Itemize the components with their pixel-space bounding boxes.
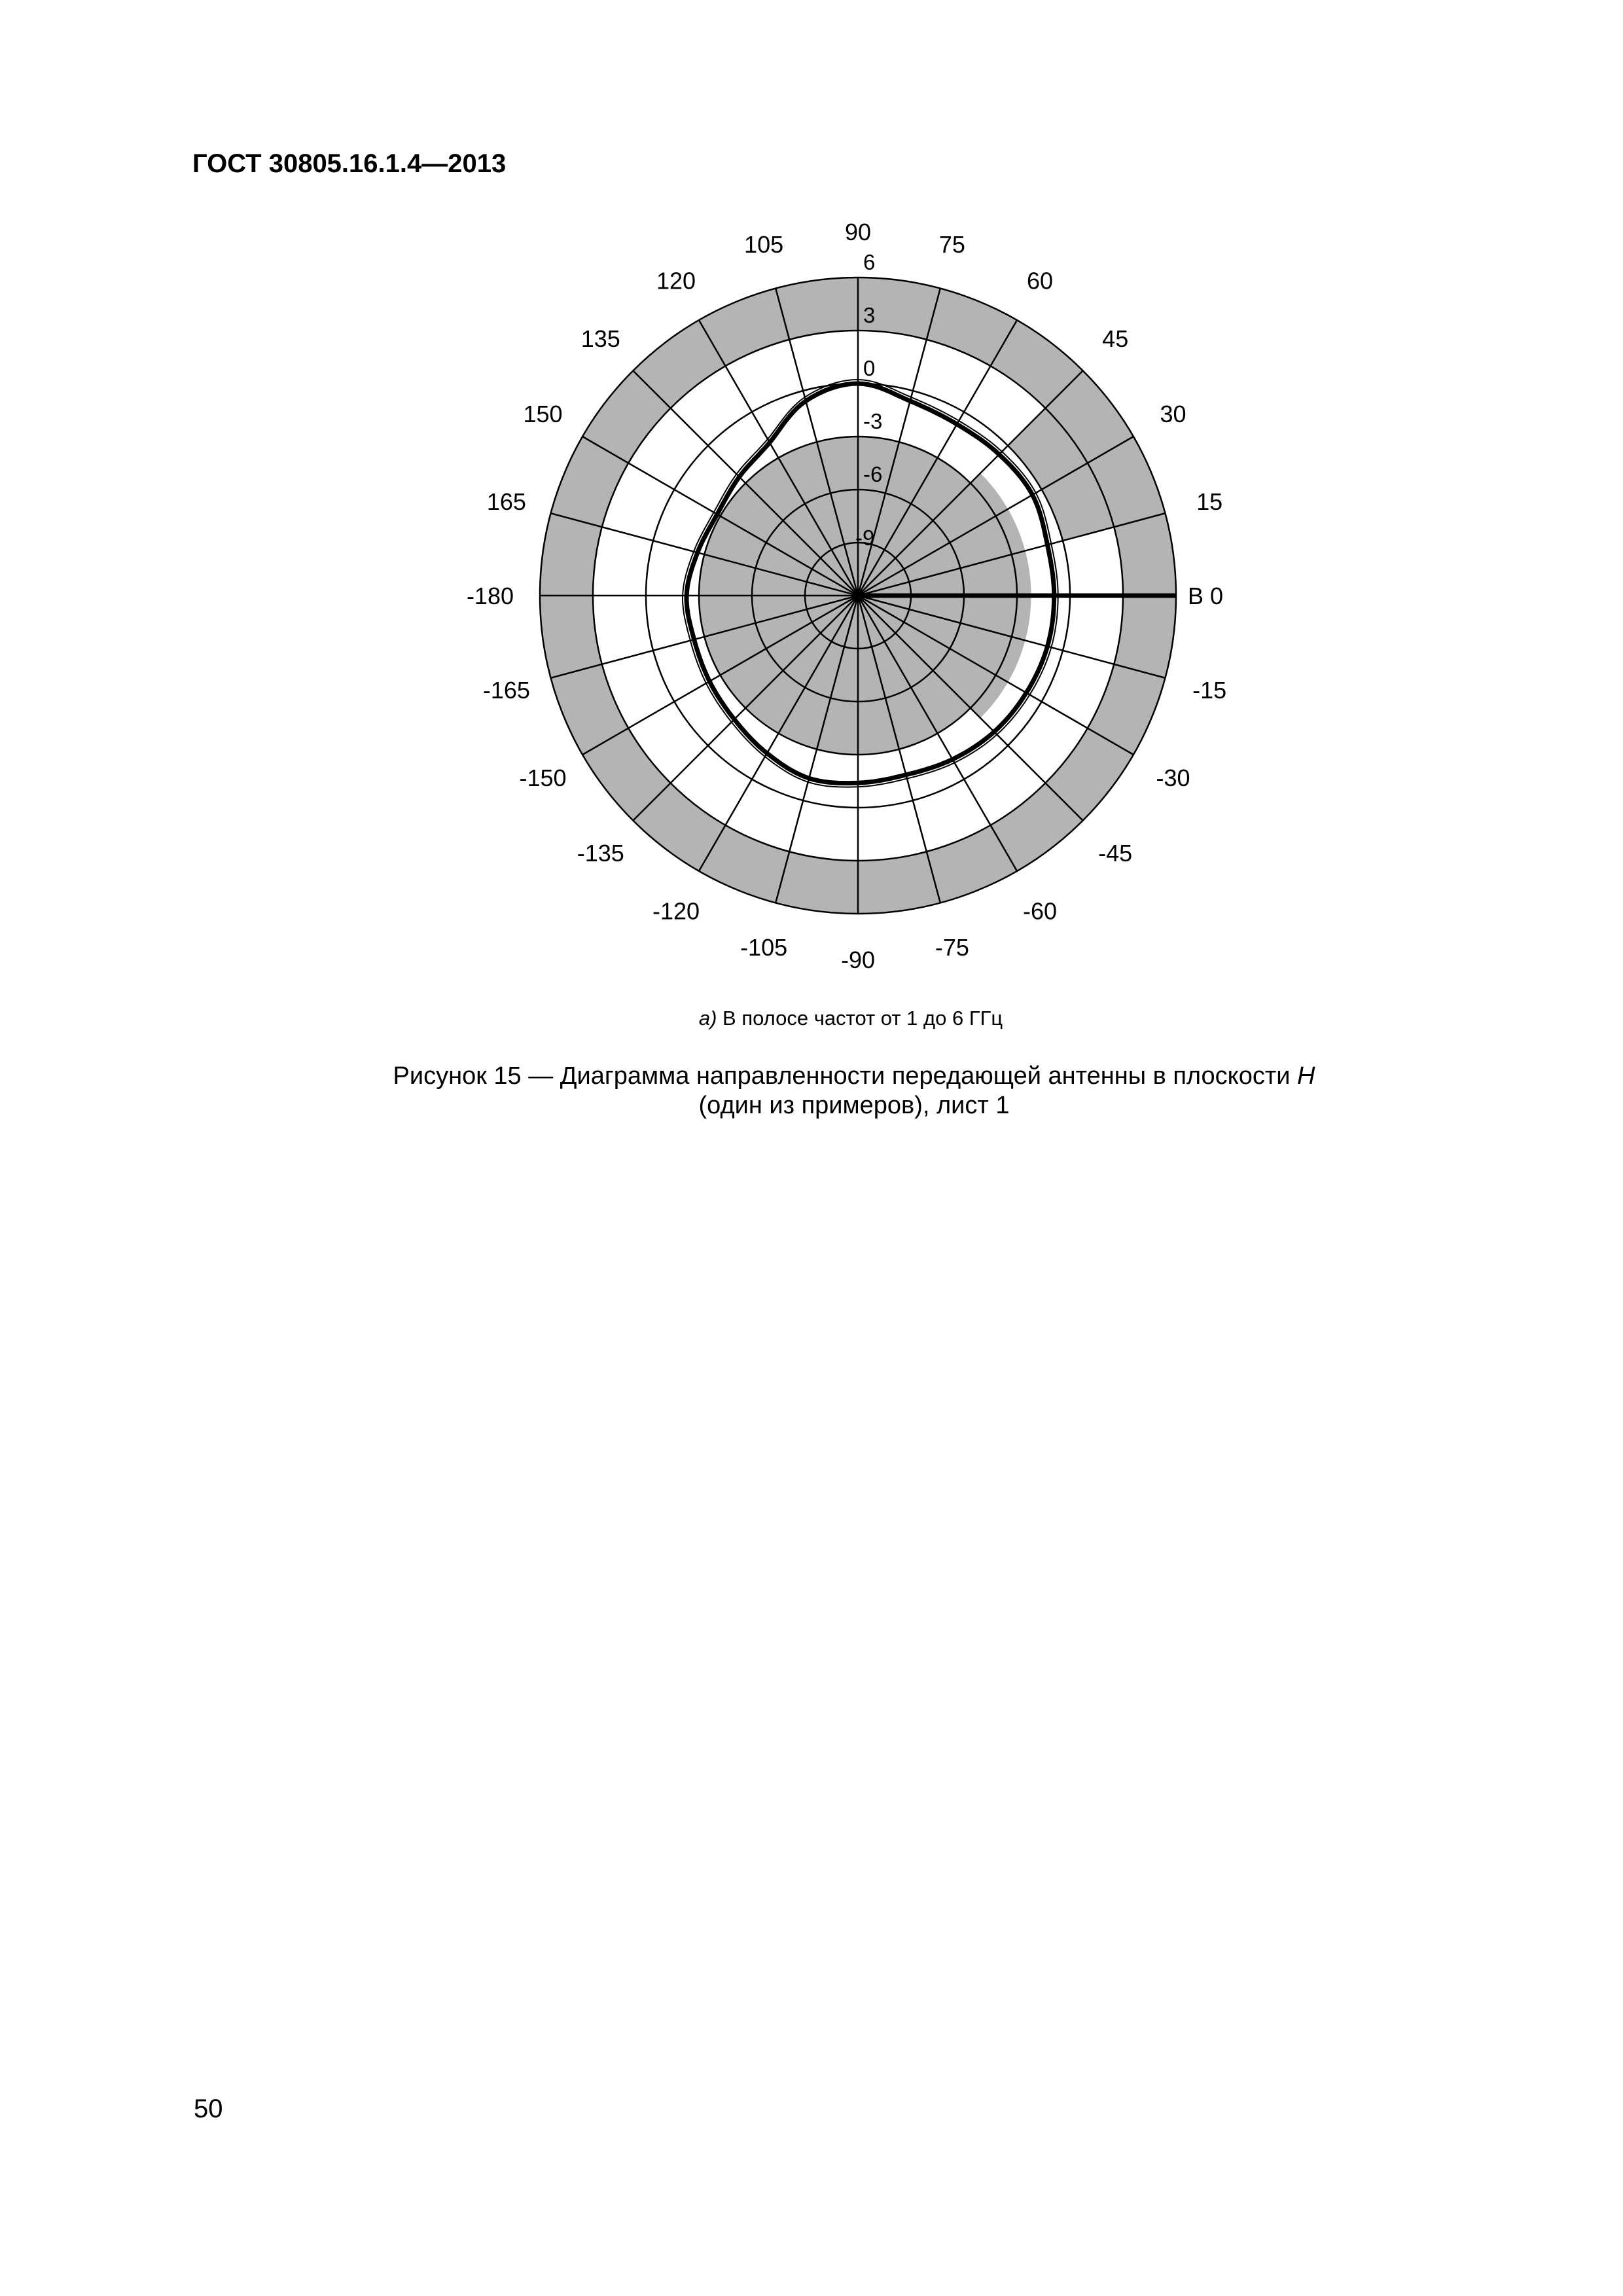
angle-label: 90: [844, 219, 872, 245]
angle-label: -165: [482, 676, 530, 704]
angle-label: 150: [523, 401, 563, 427]
angle-label: -105: [740, 934, 788, 961]
radial-label: -9: [855, 526, 875, 550]
angle-label: -15: [1192, 676, 1227, 704]
radial-label: -3: [863, 409, 883, 433]
subcaption-label: а): [698, 1007, 717, 1030]
angle-label: -30: [1156, 764, 1190, 791]
angle-label: 30: [1160, 401, 1186, 427]
figure-caption: [0, 1062, 1623, 1121]
angle-label: -45: [1098, 840, 1133, 867]
document-header: ГОСТ 30805.16.1.4—2013: [192, 149, 507, 178]
angle-label: -135: [577, 840, 624, 867]
radial-label: 0: [863, 356, 876, 380]
subcaption-text: В полосе частот от 1 до 6 ГГц: [722, 1007, 1003, 1030]
angle-label: -150: [519, 764, 567, 791]
angle-label: 45: [1102, 325, 1129, 352]
radial-label: 3: [863, 303, 876, 327]
caption-axis: H: [1297, 1062, 1315, 1090]
page-number: 50: [194, 2094, 223, 2123]
radial-label: 6: [863, 250, 876, 274]
angle-label: 165: [486, 488, 526, 516]
angle-label: 15: [1196, 488, 1223, 516]
angle-label: 75: [938, 230, 965, 258]
radial-label: -6: [863, 462, 883, 486]
angle-label: -120: [652, 897, 700, 925]
caption-line-2: (один из примеров), лист 1: [698, 1092, 1010, 1119]
caption-prefix: Рисунок 15 — Диаграмма направленности передающей антенны в плоскости: [393, 1062, 1291, 1090]
polar-chart: [0, 0, 1623, 1113]
angle-label: В 0: [1188, 583, 1224, 609]
polar-grid: [540, 278, 1176, 914]
angle-label: 60: [1026, 267, 1054, 295]
angle-label: 120: [656, 267, 696, 295]
angle-label: 105: [744, 230, 784, 258]
figure-subcaption: [0, 1007, 1623, 1030]
angle-label: -60: [1022, 897, 1058, 925]
angle-label: 135: [580, 325, 620, 352]
angle-label: -180: [466, 583, 514, 609]
angle-label: -75: [935, 934, 969, 961]
angle-label: -90: [840, 946, 876, 973]
caption-line-1: [0, 1062, 1623, 1091]
